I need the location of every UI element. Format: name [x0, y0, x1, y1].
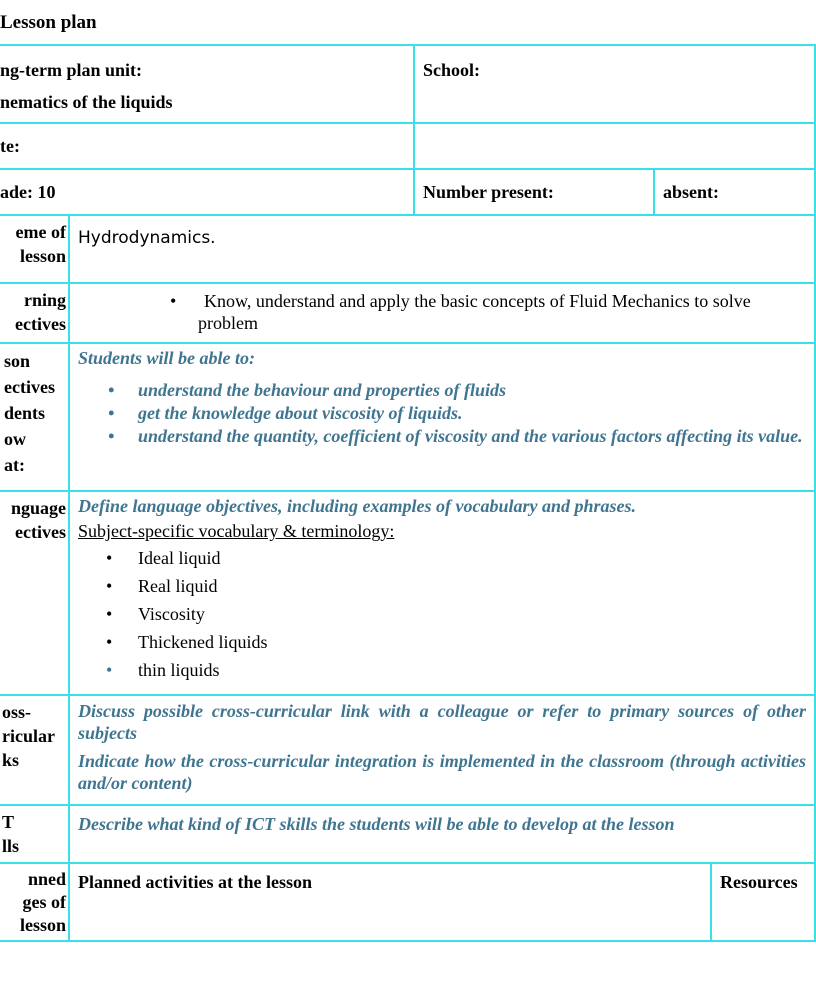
unit-label: ng-term plan unit:	[0, 60, 143, 80]
ict-label-cell	[0, 804, 70, 864]
present-label: Number present:	[423, 182, 554, 202]
bullet-icon: •	[106, 548, 113, 568]
label-line: ks	[2, 750, 20, 770]
unit-value: nematics of the liquids	[0, 92, 173, 112]
list-item	[78, 425, 806, 448]
bullet-icon: •	[106, 632, 113, 652]
list-item-text: thin liquids	[138, 660, 220, 680]
table-row	[0, 44, 816, 124]
list-item-text: understand the behaviour and properties of fluids	[138, 380, 507, 400]
label-line: ectives	[15, 522, 66, 542]
label-line: nned	[27, 869, 66, 889]
list-item	[78, 544, 806, 572]
lesson-obj-label-cell	[0, 342, 70, 492]
grade-cell	[0, 168, 415, 216]
list-item	[78, 600, 806, 628]
bullet-icon: •	[108, 403, 115, 423]
language-intro: Define language objectives, including examples of vocabulary and phrases.	[78, 496, 636, 516]
bullet-icon: •	[106, 604, 113, 624]
bullet-icon: •	[106, 576, 113, 596]
label-line: nguage	[10, 498, 66, 518]
ict-value-cell	[68, 804, 816, 864]
label-line: at:	[4, 455, 25, 475]
table-row	[0, 804, 816, 864]
theme-value-cell	[68, 214, 816, 284]
present-cell	[413, 168, 655, 216]
school-cell	[413, 44, 816, 124]
language-label-cell	[0, 490, 70, 696]
label-line: lesson	[19, 915, 66, 935]
learning-value-cell	[68, 282, 816, 344]
learning-label-cell	[0, 282, 70, 344]
label-line: lesson	[19, 246, 66, 266]
table-row	[0, 694, 816, 806]
list-item-text: Viscosity	[138, 604, 205, 624]
date-label: te:	[0, 136, 20, 156]
table-row	[0, 122, 816, 170]
label-line: ow	[4, 429, 26, 449]
vocab-list	[78, 544, 806, 684]
label-line: ectives	[4, 377, 55, 397]
date-empty-cell	[413, 122, 816, 170]
label-line: ges of	[22, 892, 66, 912]
list-item	[78, 572, 806, 600]
table-row	[0, 862, 816, 942]
grade-label: ade: 10	[0, 182, 56, 202]
resources-cell	[710, 862, 816, 942]
list-item-text: Real liquid	[138, 576, 218, 596]
label-line: ectives	[15, 314, 66, 334]
bullet-icon: •	[108, 426, 115, 446]
absent-cell	[653, 168, 816, 216]
table-row	[0, 490, 816, 696]
label-line: rning	[23, 290, 66, 310]
lesson-obj-list	[78, 379, 806, 448]
resources-heading: Resources	[720, 872, 798, 892]
learning-value: Know, understand and apply the basic concepts of Fluid Mechanics to solve problem	[198, 291, 751, 333]
page-title: Lesson plan	[0, 12, 97, 33]
cross-value-cell	[68, 694, 816, 806]
bullet-icon: •	[108, 380, 115, 400]
label-line: dents	[4, 403, 46, 423]
table-row	[0, 214, 816, 284]
table-row	[0, 282, 816, 344]
unit-cell	[0, 44, 415, 124]
planned-label-cell	[0, 862, 70, 942]
list-item-text: Ideal liquid	[138, 548, 221, 568]
bullet-icon: •	[170, 291, 177, 311]
theme-label-cell	[0, 214, 70, 284]
table-row	[0, 168, 816, 216]
list-item	[78, 402, 806, 425]
table-row	[0, 342, 816, 492]
planned-activities-cell	[68, 862, 712, 942]
label-line: ricular	[2, 726, 55, 746]
language-value-cell	[68, 490, 816, 696]
date-cell	[0, 122, 415, 170]
cross-para-2: Indicate how the cross-curricular integration is implemented in the classroom (through activities and/or content)	[78, 751, 806, 793]
label-line: T	[2, 812, 15, 832]
absent-label: absent:	[663, 182, 720, 202]
list-item-text: get the knowledge about viscosity of liquids.	[138, 403, 463, 423]
cross-label-cell	[0, 694, 70, 806]
label-line: lls	[2, 836, 20, 856]
list-item	[78, 628, 806, 656]
label-line: oss-	[2, 702, 32, 722]
ict-value: Describe what kind of ICT skills the students will be able to develop at the lesson	[78, 814, 675, 834]
lesson-obj-intro: Students will be able to:	[78, 348, 256, 368]
planned-activities-heading: Planned activities at the lesson	[78, 872, 312, 892]
label-line: son	[4, 351, 31, 371]
bullet-icon: •	[106, 660, 113, 680]
theme-value: Hydrodynamics.	[78, 228, 216, 248]
lesson-obj-value-cell	[68, 342, 816, 492]
label-line: eme of	[15, 222, 66, 242]
list-item	[78, 379, 806, 402]
cross-para-1: Discuss possible cross-curricular link with a colleague or refer to primary sources of other subjects	[78, 701, 806, 743]
list-item	[78, 656, 806, 684]
school-label: School:	[423, 60, 481, 80]
list-item-text: Thickened liquids	[138, 632, 268, 652]
list-item-text: understand the quantity, coefficient of viscosity and the various factors affecting its value.	[138, 426, 803, 446]
vocab-heading: Subject-specific vocabulary & terminology:	[78, 521, 395, 541]
